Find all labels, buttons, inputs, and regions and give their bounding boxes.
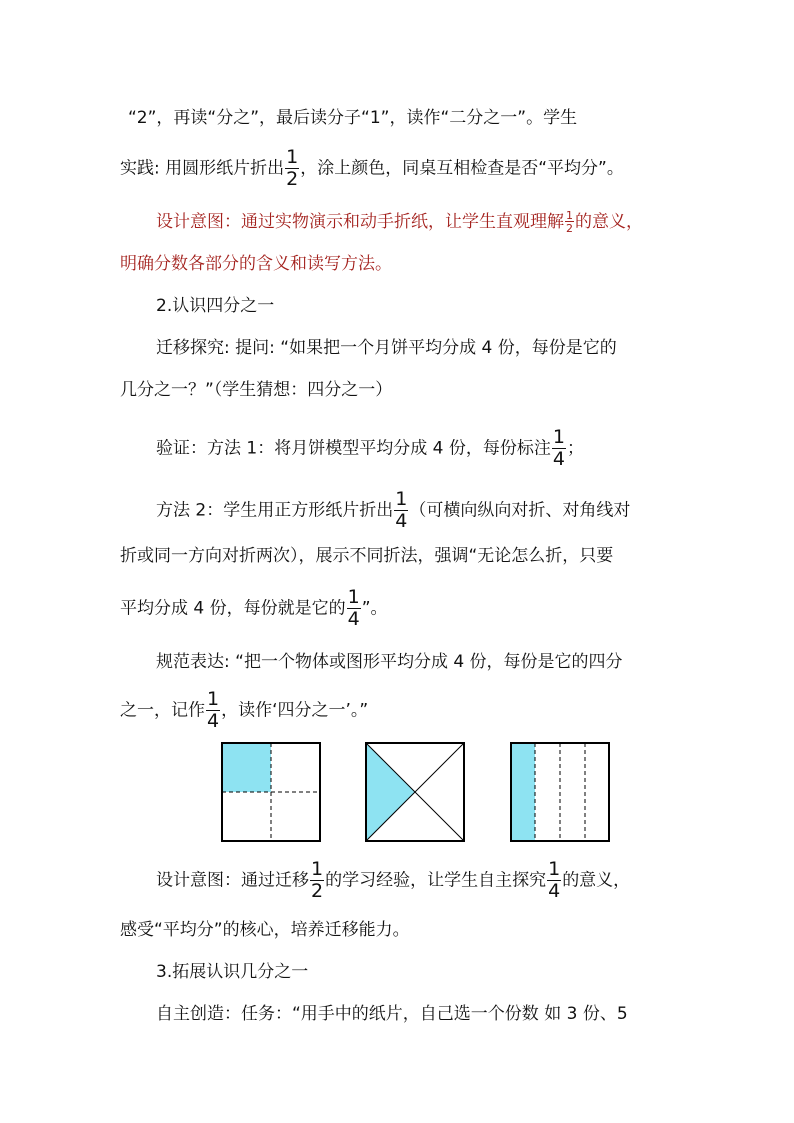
line-3-text-b: 的意义， xyxy=(575,212,643,232)
line-13 xyxy=(120,690,700,731)
denominator: 2 xyxy=(311,880,324,902)
line-11-text-a: 平均分成 4 份，每份就是它的 xyxy=(120,598,346,619)
line-8-text-b: ； xyxy=(566,438,584,459)
shaded-strip xyxy=(511,743,535,841)
line-6: 迁移探究: 提问: “如果把一个月饼平均分成 4 份，每份是它的 xyxy=(156,338,617,358)
fraction-one-half-small xyxy=(565,210,574,234)
denominator: 4 xyxy=(395,510,408,532)
line-11 xyxy=(120,588,700,629)
fraction-one-quarter xyxy=(552,428,566,469)
design-intent-1-cont: 明确分数各部分的含义和读写方法。 xyxy=(120,254,392,274)
line-1: “2”，再读“分之”，最后读分子“1”，读作“二分之一”。学生 xyxy=(128,108,578,128)
numerator: 1 xyxy=(286,146,299,168)
line-17: 自主创造：任务：“用手中的纸片，自己选一个份数 如 3 份、5 xyxy=(156,1004,628,1024)
fraction-one-quarter xyxy=(394,490,408,531)
fold-figures xyxy=(221,742,611,842)
fraction-one-half xyxy=(310,860,324,901)
numerator: 1 xyxy=(552,426,565,448)
line-14-text-c: 的意义， xyxy=(562,870,631,891)
fraction-one-quarter xyxy=(206,690,220,731)
numerator: 1 xyxy=(566,209,573,222)
numerator: 1 xyxy=(395,488,408,510)
line-9-text-a: 方法 2：学生用正方形纸片折出 xyxy=(156,500,394,521)
line-2-text-b: ，涂上颜色，同桌互相检查是否“平均分”。 xyxy=(300,158,624,179)
line-10: 折或同一方向对折两次），展示不同折法，强调“无论怎么折，只要 xyxy=(120,546,614,566)
section-heading-3: 3.拓展认识几分之一 xyxy=(156,962,309,982)
numerator: 1 xyxy=(548,858,561,880)
line-2 xyxy=(120,148,700,189)
numerator: 1 xyxy=(311,858,324,880)
line-14-text-b: 的学习经验，让学生自主探究 xyxy=(325,870,547,891)
line-14-text-a: 设计意图：通过迁移 xyxy=(156,870,309,891)
square-fold-diagonals xyxy=(365,742,465,842)
line-12: 规范表达: “把一个物体或图形平均分成 4 份，每份是它的四分 xyxy=(156,652,623,672)
denominator: 2 xyxy=(286,168,299,190)
design-intent-1 xyxy=(156,210,736,234)
denominator: 4 xyxy=(347,608,360,630)
fraction-one-quarter xyxy=(347,588,361,629)
line-8-text-a: 验证：方法 1：将月饼模型平均分成 4 份，每份标注 xyxy=(156,438,551,459)
line-11-text-b: ”。 xyxy=(361,598,388,619)
numerator: 1 xyxy=(347,586,360,608)
design-intent-2-cont: 感受“平均分”的核心，培养迁移能力。 xyxy=(120,920,410,940)
shaded-triangle xyxy=(366,743,415,841)
line-13-text-a: 之一，记作 xyxy=(120,700,205,721)
section-heading-2: 2.认识四分之一 xyxy=(156,296,275,316)
denominator: 4 xyxy=(207,710,220,732)
shaded-quarter xyxy=(222,743,271,792)
fraction-one-half xyxy=(285,148,299,189)
line-13-text-b: ，读作‘四分之一’。” xyxy=(221,700,369,721)
denominator: 2 xyxy=(566,222,573,235)
design-intent-2 xyxy=(156,860,736,901)
line-3-text-a: 设计意图：通过实物演示和动手折纸，让学生直观理解 xyxy=(156,212,564,232)
line-9-text-b: （可横向纵向对折、对角线对 xyxy=(409,500,631,521)
denominator: 4 xyxy=(548,880,561,902)
square-fold-strips xyxy=(510,742,610,842)
line-2-text-a: 实践: 用圆形纸片折出 xyxy=(120,158,285,179)
square-fold-quadrants xyxy=(221,742,321,842)
numerator: 1 xyxy=(207,688,220,710)
line-9 xyxy=(156,490,736,531)
line-8 xyxy=(156,428,736,469)
denominator: 4 xyxy=(552,448,565,470)
fraction-one-quarter xyxy=(547,860,561,901)
line-7: 几分之一？”（学生猜想：四分之一） xyxy=(120,380,393,400)
